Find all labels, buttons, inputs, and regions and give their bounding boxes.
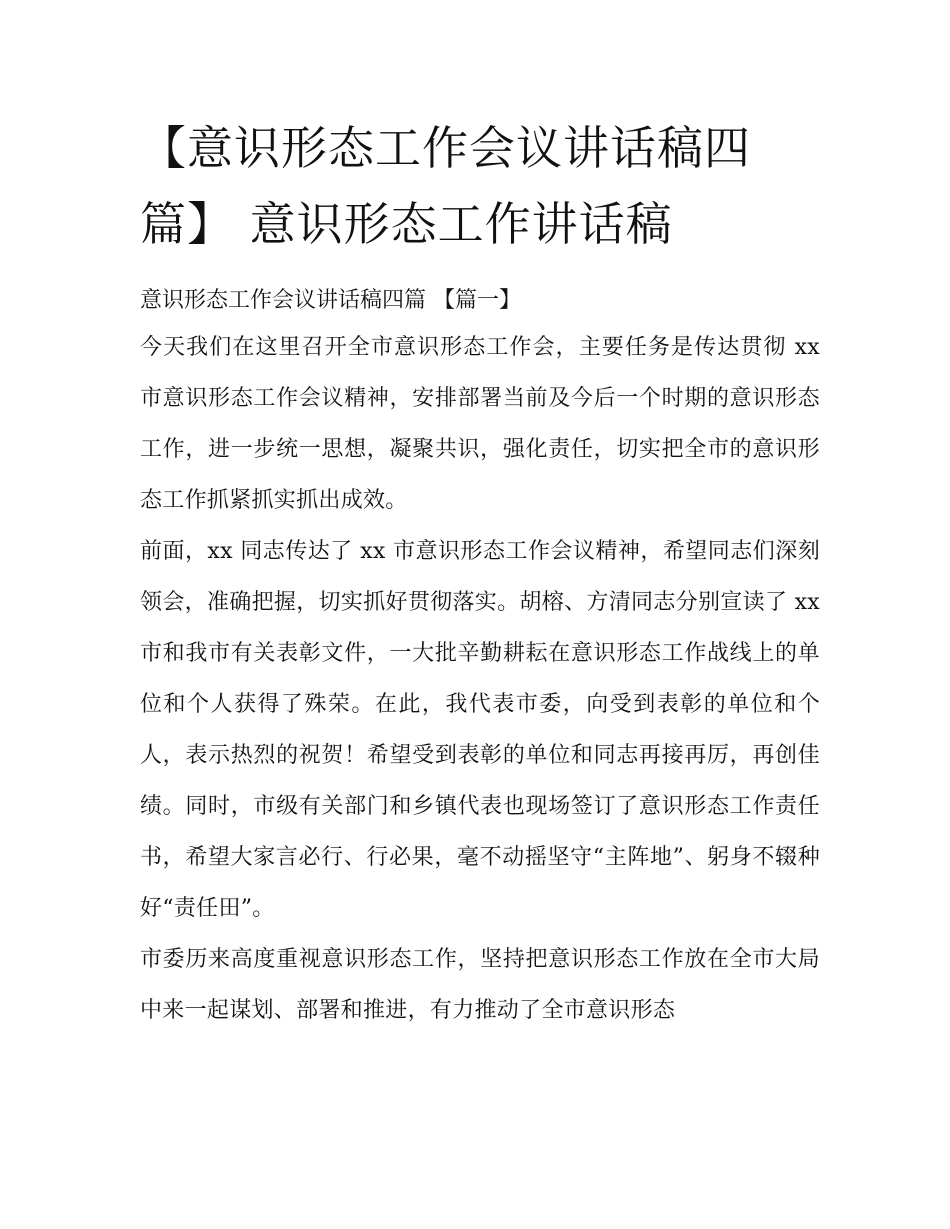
section-heading: 意识形态工作会议讲话稿四篇 【篇一】 (140, 288, 521, 313)
paragraph-3: 市委历来高度重视意识形态工作，坚持把意识形态工作放在全市大局中来一起谋划、部署和推进，有力推动了全市意识形态 (140, 947, 820, 1023)
document-title: 【意识形态工作会议讲话稿四篇】 意识形态工作讲话稿 (140, 121, 751, 251)
paragraph-2: 前面，xx 同志传达了 xx 市意识形态工作会议精神，希望同志们深刻领会，准确把握，切实抓好贯彻落实。胡榕、方清同志分别宣读了 xx 市和我市有关表彰文件，一大批辛勤耕耘在意识形态工作战线上的单位和个人获得了殊荣。在此，我代表市委，向受到表彰的单位和个人，表示热烈的祝贺！希望受到表彰的单位和同志再接再厉，再创佳绩。同时，市级有关部门和乡镇代表也现场签订了意识形态工作责任书，希望大家言必行、行必果，毫不动摇坚守“主阵地”、躬身不辍种好“责任田”。 (140, 539, 820, 921)
document-page (140, 110, 820, 1036)
paragraph-1: 今天我们在这里召开全市意识形态工作会，主要任务是传达贯彻 xx 市意识形态工作会议精神，安排部署当前及今后一个时期的意识形态工作，进一步统一思想，凝聚共识，强化责任，切实把全市的意识形态工作抓紧抓实抓出成效。 (140, 335, 820, 513)
